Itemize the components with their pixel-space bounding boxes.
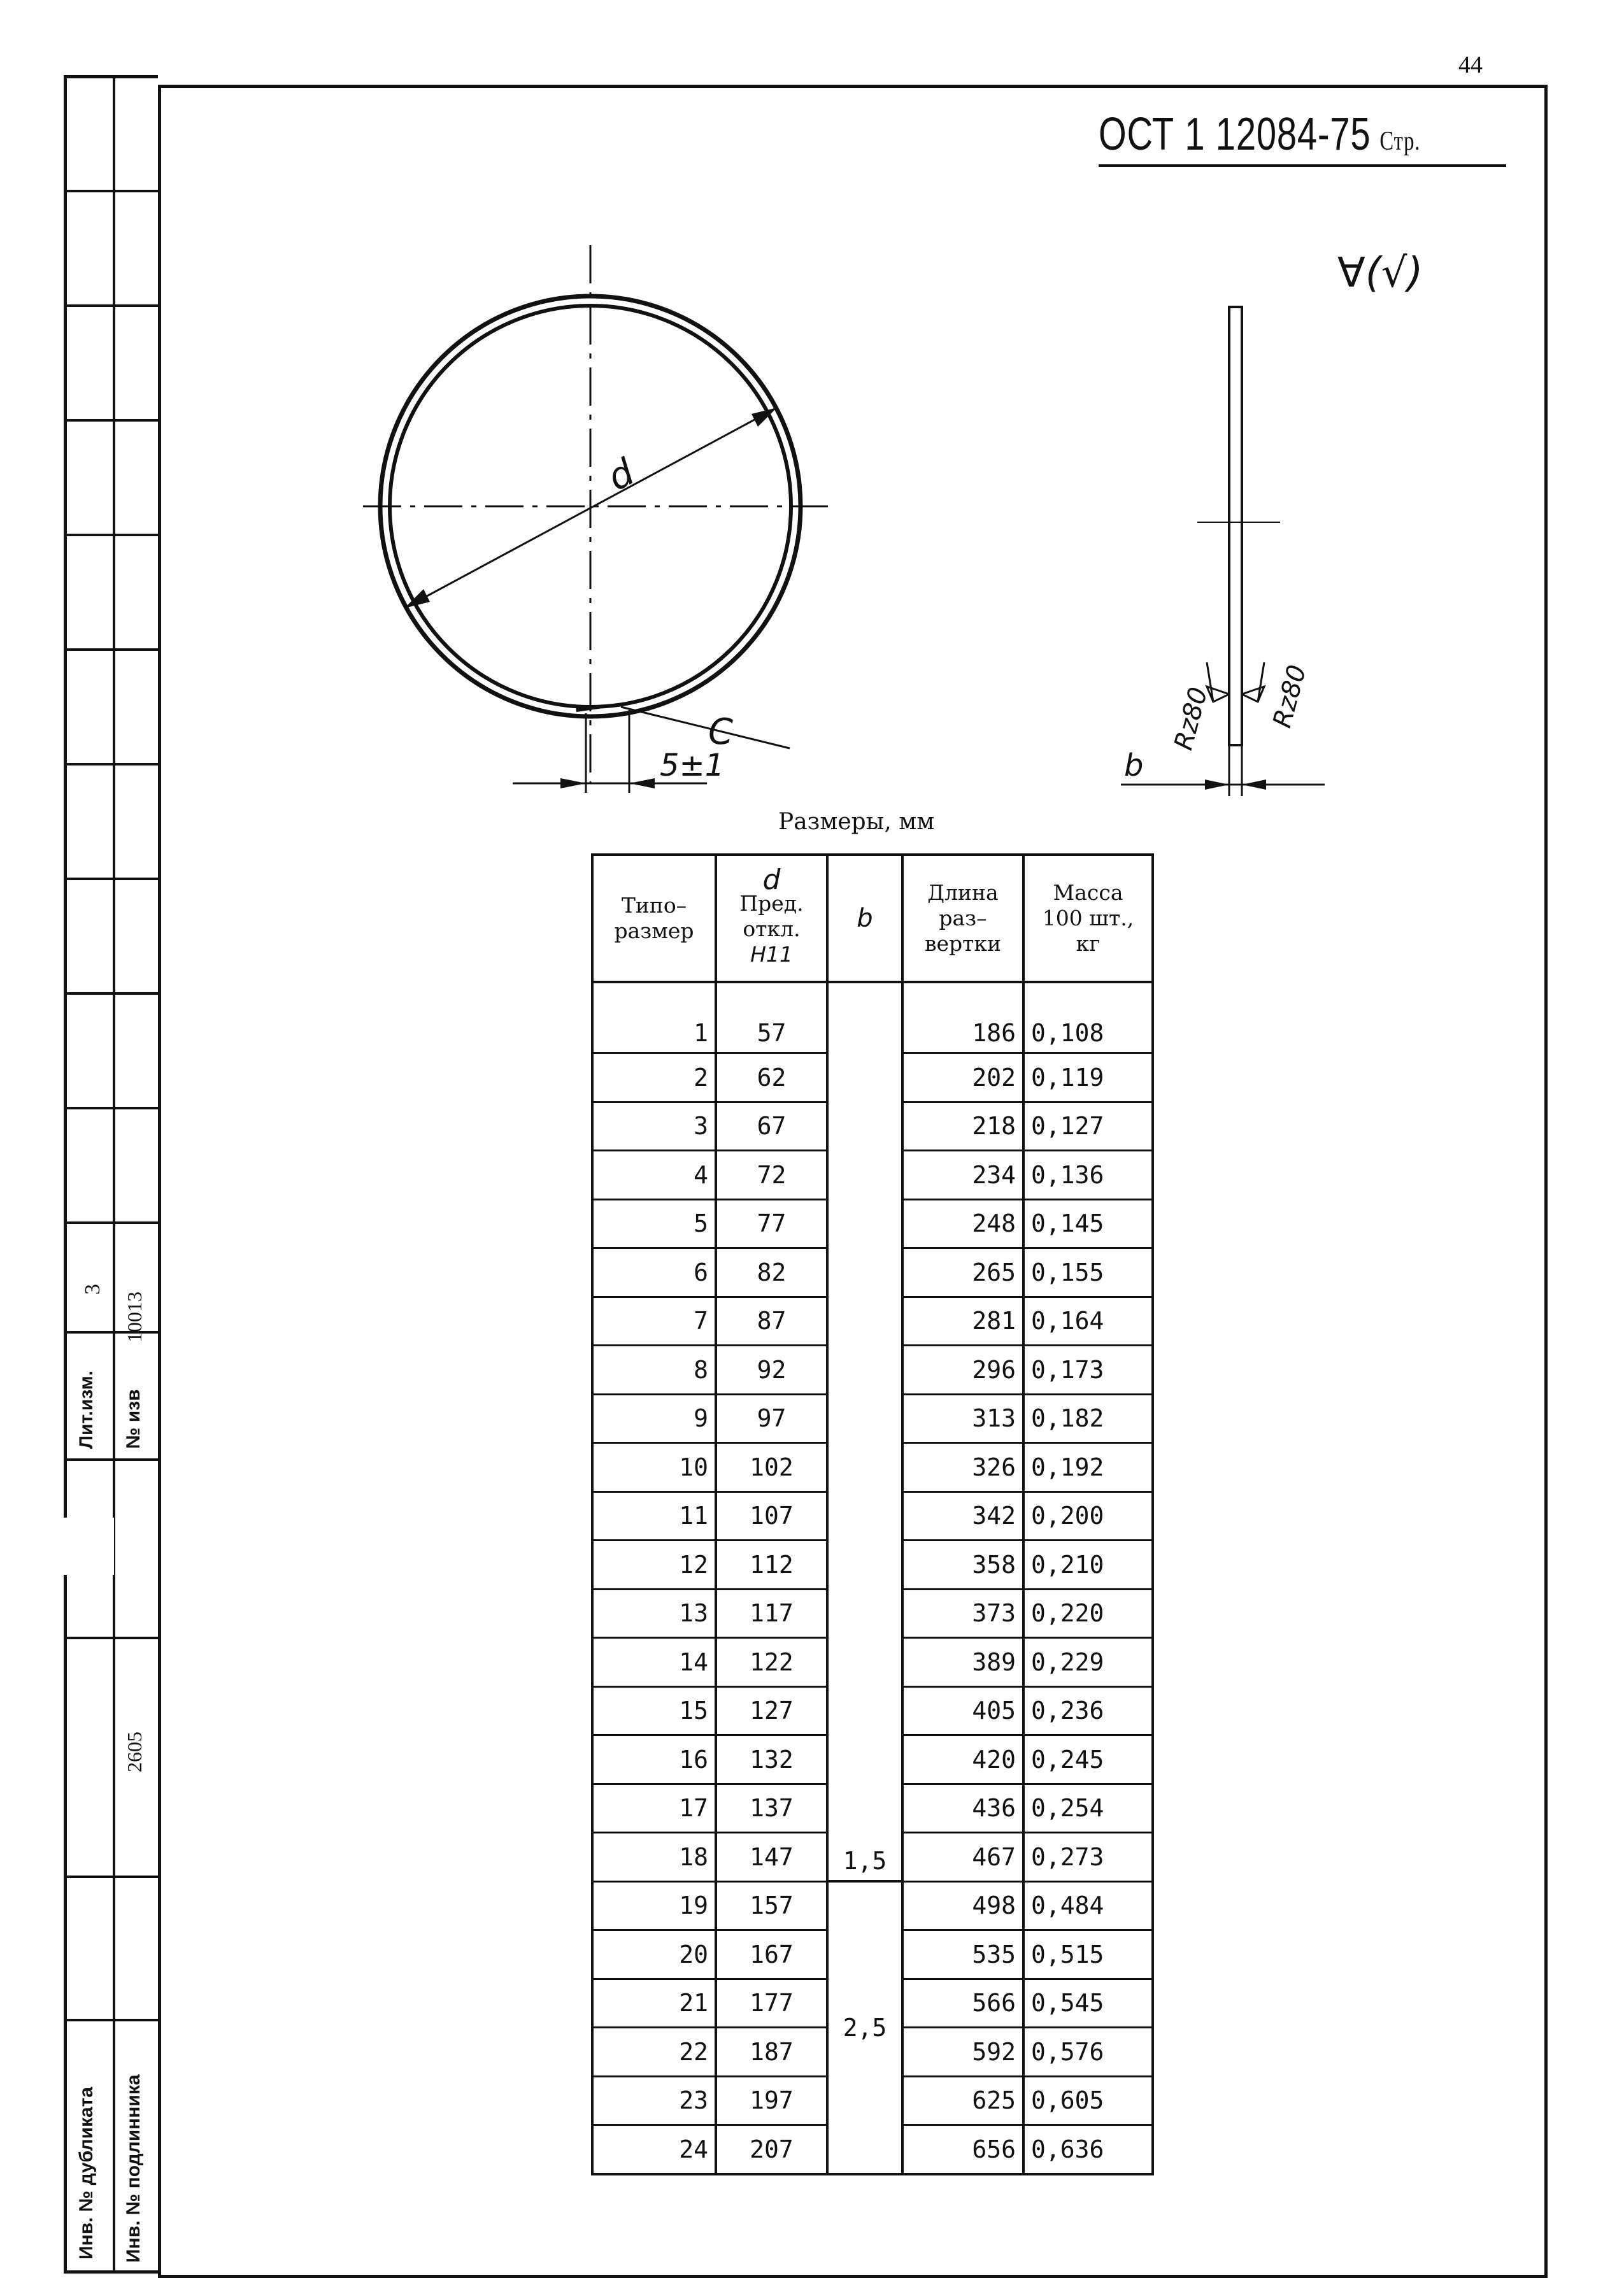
cell-diameter: 67	[716, 1102, 827, 1151]
gap-dimension: 5±1	[660, 748, 725, 783]
cell-mass: 0,173	[1023, 1346, 1153, 1395]
cell-type-size: 3	[592, 1102, 716, 1151]
cell-type-size: 13	[592, 1589, 716, 1638]
cell-diameter: 62	[716, 1053, 827, 1102]
cell-diameter: 167	[716, 1930, 827, 1979]
cell-type-size: 6	[592, 1248, 716, 1297]
cell-mass: 0,605	[1023, 2076, 1153, 2125]
cell-length: 420	[902, 1735, 1023, 1784]
cell-type-size: 2	[592, 1053, 716, 1102]
standard-number: ОСТ 1 12084-75	[1099, 109, 1371, 160]
cell-diameter: 177	[716, 1979, 827, 2028]
header-mass: Масса 100 шт., кг	[1023, 855, 1153, 982]
cell-mass: 0,136	[1023, 1151, 1153, 1200]
change-notice-label: № изв	[123, 1389, 144, 1449]
header-type-size: Типо– размер	[592, 855, 716, 982]
cell-type-size: 4	[592, 1151, 716, 1200]
roughness-mark: ∀(√)	[1337, 250, 1423, 297]
cell-length: 467	[902, 1833, 1023, 1882]
original-inventory-value: 2605	[123, 1732, 146, 1772]
original-inventory-label: Инв. № подлинника	[123, 2074, 144, 2263]
cell-diameter: 112	[716, 1541, 827, 1590]
cell-length: 625	[902, 2076, 1023, 2125]
cell-type-size: 16	[592, 1735, 716, 1784]
cell-type-size: 22	[592, 2028, 716, 2077]
cell-length: 313	[902, 1394, 1023, 1443]
cell-type-size: 11	[592, 1491, 716, 1541]
cell-mass: 0,636	[1023, 2125, 1153, 2174]
cell-length: 202	[902, 1053, 1023, 1102]
thickness-label: b	[1124, 748, 1144, 783]
diameter-label: d	[600, 450, 641, 500]
cell-diameter: 107	[716, 1491, 827, 1541]
cell-mass: 0,164	[1023, 1297, 1153, 1346]
cell-type-size: 24	[592, 2125, 716, 2174]
cell-mass: 0,210	[1023, 1541, 1153, 1590]
cell-type-size: 7	[592, 1297, 716, 1346]
cell-length: 656	[902, 2125, 1023, 2174]
cell-length: 265	[902, 1248, 1023, 1297]
cell-type-size: 9	[592, 1394, 716, 1443]
cell-type-size: 12	[592, 1541, 716, 1590]
cell-diameter: 92	[716, 1346, 827, 1395]
cell-diameter: 122	[716, 1638, 827, 1687]
units-caption: Размеры, мм	[778, 809, 935, 835]
cell-mass: 0,200	[1023, 1491, 1153, 1541]
cell-diameter: 187	[716, 2028, 827, 2077]
cell-mass: 0,229	[1023, 1638, 1153, 1687]
table-header-row	[592, 855, 1153, 982]
cell-length: 234	[902, 1151, 1023, 1200]
cell-type-size: 15	[592, 1686, 716, 1735]
change-notice-value: 10013	[123, 1292, 146, 1342]
change-letter-value: 3	[81, 1284, 104, 1295]
cell-length: 373	[902, 1589, 1023, 1638]
cell-type-size: 17	[592, 1784, 716, 1833]
cell-mass: 0,273	[1023, 1833, 1153, 1882]
cell-length: 436	[902, 1784, 1023, 1833]
cell-type-size: 1	[592, 982, 716, 1053]
dimensions-table	[591, 853, 1154, 2175]
gap-label: C	[708, 711, 734, 753]
cell-mass: 0,108	[1023, 982, 1153, 1053]
cell-mass: 0,236	[1023, 1686, 1153, 1735]
cell-diameter: 97	[716, 1394, 827, 1443]
header-diameter-symbol: d	[762, 864, 781, 896]
cell-diameter: 87	[716, 1297, 827, 1346]
cell-mass: 0,515	[1023, 1930, 1153, 1979]
cell-mass: 0,220	[1023, 1589, 1153, 1638]
cell-length: 358	[902, 1541, 1023, 1590]
roughness-label-left: Rz80	[1169, 684, 1214, 753]
table-row	[592, 1881, 1153, 1930]
cell-mass: 0,155	[1023, 1248, 1153, 1297]
cell-length: 389	[902, 1638, 1023, 1687]
roughness-label-right: Rz80	[1267, 662, 1313, 731]
cell-diameter: 132	[716, 1735, 827, 1784]
cell-mass: 0,254	[1023, 1784, 1153, 1833]
cell-diameter: 127	[716, 1686, 827, 1735]
cell-mass: 0,145	[1023, 1199, 1153, 1248]
cell-diameter: 137	[716, 1784, 827, 1833]
page-number: 44	[1458, 52, 1483, 78]
header-diameter: d Пред. откл. H11	[716, 855, 827, 982]
cell-mass: 0,245	[1023, 1735, 1153, 1784]
cell-length: 186	[902, 982, 1023, 1053]
cell-mass: 0,576	[1023, 2028, 1153, 2077]
cell-length: 342	[902, 1491, 1023, 1541]
gap-arrow-right	[629, 778, 655, 788]
cell-length: 326	[902, 1443, 1023, 1492]
cell-length: 498	[902, 1881, 1023, 1930]
cell-length: 281	[902, 1297, 1023, 1346]
cell-diameter: 77	[716, 1199, 827, 1248]
gap-leader-line	[621, 707, 790, 748]
cell-type-size: 5	[592, 1199, 716, 1248]
cell-mass: 0,182	[1023, 1394, 1153, 1443]
cell-length: 296	[902, 1346, 1023, 1395]
cell-thickness: 1,5	[827, 982, 902, 1881]
cell-length: 218	[902, 1102, 1023, 1151]
cell-diameter: 82	[716, 1248, 827, 1297]
cell-type-size: 21	[592, 1979, 716, 2028]
cell-type-size: 19	[592, 1881, 716, 1930]
cell-diameter: 147	[716, 1833, 827, 1882]
thickness-arrow-left	[1205, 780, 1229, 790]
cell-diameter: 102	[716, 1443, 827, 1492]
cell-mass: 0,127	[1023, 1102, 1153, 1151]
cell-type-size: 10	[592, 1443, 716, 1492]
gap-arrow-left	[560, 778, 586, 788]
cell-type-size: 8	[592, 1346, 716, 1395]
header-length: Длина раз– вертки	[902, 855, 1023, 982]
cell-diameter: 207	[716, 2125, 827, 2174]
header-thickness: b	[827, 855, 902, 982]
cell-mass: 0,484	[1023, 1881, 1153, 1930]
cell-type-size: 14	[592, 1638, 716, 1687]
duplicate-inventory-label: Инв. № дубликата	[76, 2086, 97, 2260]
page-label: Стр.	[1379, 127, 1421, 156]
cell-diameter: 72	[716, 1151, 827, 1200]
change-letter-label: Лит.изм.	[76, 1370, 97, 1449]
cell-type-size: 20	[592, 1930, 716, 1979]
cell-length: 566	[902, 1979, 1023, 2028]
cell-diameter: 57	[716, 982, 827, 1053]
table-row	[592, 982, 1153, 1053]
cell-mass: 0,192	[1023, 1443, 1153, 1492]
cell-mass: 0,119	[1023, 1053, 1153, 1102]
header-diameter-tolerance: H11	[750, 942, 793, 967]
thickness-arrow-right	[1242, 780, 1266, 790]
ring-section-view	[1229, 307, 1242, 745]
cell-type-size: 18	[592, 1833, 716, 1882]
cell-length: 405	[902, 1686, 1023, 1735]
cell-length: 535	[902, 1930, 1023, 1979]
table-body	[592, 982, 1153, 2174]
cell-length: 248	[902, 1199, 1023, 1248]
cell-mass: 0,545	[1023, 1979, 1153, 2028]
cell-length: 592	[902, 2028, 1023, 2077]
cell-diameter: 117	[716, 1589, 827, 1638]
cell-type-size: 23	[592, 2076, 716, 2125]
cell-diameter: 157	[716, 1881, 827, 1930]
cell-thickness: 2,5	[827, 1881, 902, 2174]
cell-diameter: 197	[716, 2076, 827, 2125]
